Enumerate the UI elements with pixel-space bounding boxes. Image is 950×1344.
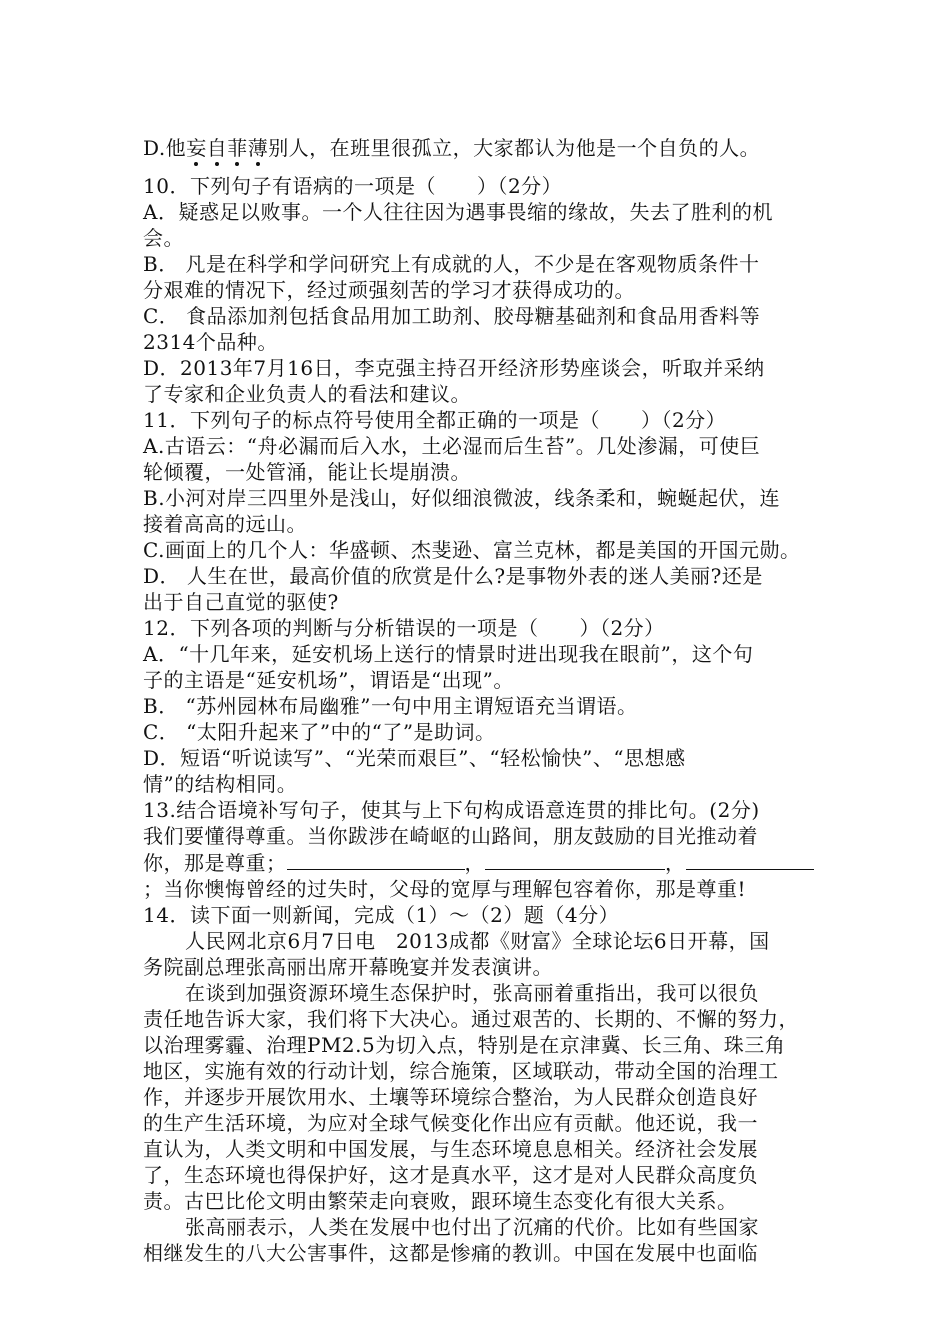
q11-stem: 11．下列句子的标点符号使用全都正确的一项是（ ）（2分）: [143, 408, 727, 432]
answer-blank-3[interactable]: [686, 849, 814, 870]
q10-line: 2314个品种。: [143, 330, 278, 354]
news-paragraph-line: 务院副总理张高丽出席开幕晚宴并发表演讲。: [143, 955, 553, 979]
q13-line2-prefix: 你，那是尊重；: [143, 851, 287, 875]
news-paragraph-line: 地区，实施有效的行动计划，综合施策，区域联动，带动全国的治理工: [143, 1059, 779, 1083]
news-paragraph-line: 人民网北京6月7日电 2013成都《财富》全球论坛6日开幕，国: [185, 929, 770, 953]
q10-line: 会。: [143, 226, 184, 250]
news-paragraph-line: 了，生态环境也得保护好，这才是真水平，这才是对人民群众高度负: [143, 1163, 758, 1187]
news-paragraph-line: 相继发生的八大公害事件，这都是惨痛的教训。中国在发展中也面临: [143, 1241, 758, 1265]
q12-line: B． “苏州园林布局幽雅”一句中用主谓短语充当谓语。: [143, 694, 638, 718]
news-paragraph-line: 张高丽表示，人类在发展中也付出了沉痛的代价。比如有些国家: [185, 1215, 759, 1239]
q9-option-d: [143, 135, 808, 161]
q11-line: 接着高高的远山。: [143, 512, 307, 536]
emphasis-char: 薄: [247, 136, 269, 160]
answer-blank-1[interactable]: [287, 849, 465, 870]
q10-line: 分艰难的情况下，经过顽强刻苦的学习才获得成功的。: [143, 278, 635, 302]
news-paragraph-line: 责任地告诉大家，我们将下大决心。通过艰苦的、长期的、不懈的努力，: [143, 1007, 799, 1031]
q11-line: B.小河对岸三四里外是浅山，好似细浪微波，线条柔和，蜿蜒起伏，连: [143, 486, 781, 510]
news-paragraph-line: 的生产生活环境，为应对全球气候变化作出应有贡献。他还说，我一: [143, 1111, 758, 1135]
q12-line: C． “太阳升起来了”中的“了”是助词。: [143, 720, 496, 744]
q10-line: A．疑惑足以败事。一个人往往因为遇事畏缩的缘故，失去了胜利的机: [143, 200, 773, 224]
q10-line: C． 食品添加剂包括食品用加工助剂、胶母糖基础剂和食品用香料等: [143, 304, 761, 328]
exam-page: [143, 135, 808, 1266]
q13-fill-line: [143, 849, 808, 876]
q12-stem: 12．下列各项的判断与分析错误的一项是（ ）（2分）: [143, 616, 665, 640]
q11-line: 轮倾覆，一处管涌，能让长堤崩溃。: [143, 460, 471, 484]
q9-option-d-prefix: D.他: [143, 136, 187, 160]
q12-line: 子的主语是“延安机场”，谓语是“出现”。: [143, 668, 514, 692]
emphasis-char: 菲: [227, 136, 248, 160]
q14-stem: 14．读下面一则新闻，完成（1）～（2）题（4分）: [143, 903, 620, 927]
news-paragraph-line: 责。古巴比伦文明由繁荣走向衰败，跟环境生态变化有很大关系。: [143, 1189, 738, 1213]
q9-option-d-suffix: 别人，在班里很孤立，大家都认为他是一个自负的人。: [268, 136, 761, 160]
q10-line: B． 凡是在科学和学问研究上有成就的人，不少是在客观物质条件十: [143, 252, 760, 276]
news-paragraph-line: 直认为，人类文明和中国发展，与生态环境息息相关。经济社会发展: [143, 1137, 758, 1161]
q12-line: 情”的结构相同。: [143, 772, 298, 796]
q12-line: D．短语“听说读写”、“光荣而艰巨”、“轻松愉快”、“思想感: [143, 746, 686, 770]
q13-line: ；当你懊悔曾经的过失时，父母的宽厚与理解包容着你，那是尊重!: [143, 877, 747, 901]
q12-line: A．“十几年来，延安机场上送行的情景时进出现我在眼前”，这个句: [143, 642, 754, 666]
q10-line: 了专家和企业负责人的看法和建议。: [143, 382, 471, 406]
q13-line: 我们要懂得尊重。当你跋涉在崎岖的山路间，朋友鼓励的目光推动着: [143, 824, 758, 848]
comma: ，: [665, 851, 686, 875]
emphasis-char: 妄: [186, 136, 207, 160]
answer-blank-2[interactable]: [485, 849, 665, 870]
q10-stem: 10．下列句子有语病的一项是（ ）（2分）: [143, 174, 563, 198]
q11-line: C.画面上的几个人：华盛顿、杰斐逊、富兰克林，都是美国的开国元勋。: [143, 538, 801, 562]
q11-line: 出于自己直觉的驱使?: [143, 590, 339, 614]
emphasis-char: 自: [206, 136, 228, 160]
news-paragraph-line: 作，并逐步开展饮用水、土壤等环境综合整治，为人民群众创造良好: [143, 1085, 758, 1109]
q13-stem: 13.结合语境补写句子，使其与上下句构成语意连贯的排比句。(2分): [143, 798, 760, 822]
q10-line: D．2013年7月16日，李克强主持召开经济形势座谈会，听取并采纳: [143, 356, 765, 380]
q11-line: D． 人生在世，最高价值的欣赏是什么?是事物外表的迷人美丽?还是: [143, 564, 763, 588]
news-paragraph-line: 在谈到加强资源环境生态保护时，张高丽着重指出，我可以很负: [185, 981, 759, 1005]
news-paragraph-line: 以治理雾霾、治理PM2.5为切入点，特别是在京津冀、长三角、珠三角: [143, 1033, 786, 1057]
q11-line: A.古语云：“舟必漏而后入水，土必湿而后生苔”。几处渗漏，可使巨: [143, 434, 761, 458]
comma: ，: [464, 851, 485, 875]
